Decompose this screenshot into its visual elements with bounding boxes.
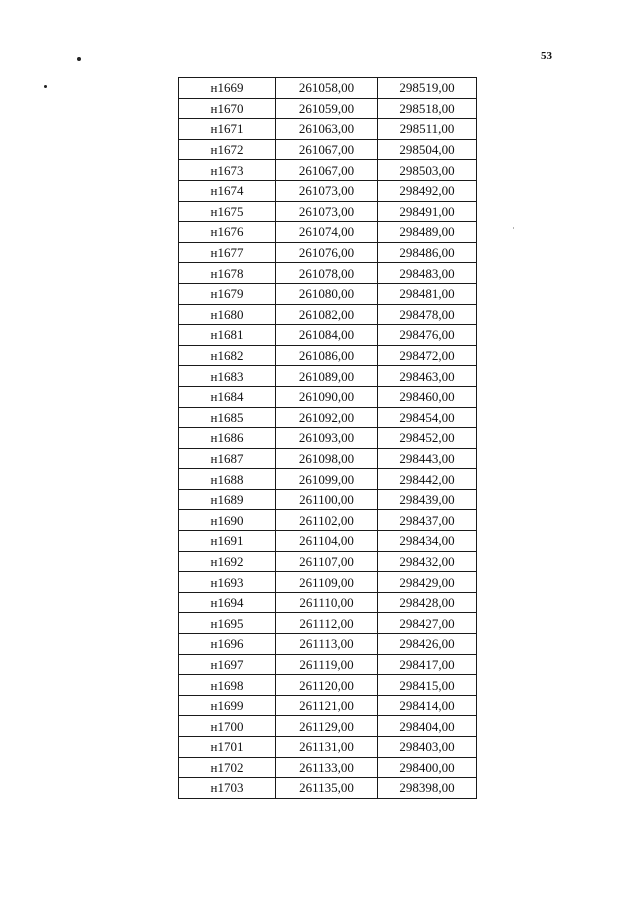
y-coordinate-cell: 298463,00 xyxy=(378,366,477,387)
table-row xyxy=(179,675,477,696)
point-id-cell: н1672 xyxy=(179,139,276,160)
y-coordinate-cell: 298478,00 xyxy=(378,304,477,325)
table-row xyxy=(179,592,477,613)
point-id-cell: н1671 xyxy=(179,119,276,140)
table-row xyxy=(179,757,477,778)
y-coordinate-cell: 298437,00 xyxy=(378,510,477,531)
y-coordinate-cell: 298442,00 xyxy=(378,469,477,490)
coordinates-table xyxy=(178,77,477,799)
point-id-cell: н1670 xyxy=(179,98,276,119)
x-coordinate-cell: 261067,00 xyxy=(276,139,378,160)
page-number: 53 xyxy=(541,50,552,62)
x-coordinate-cell: 261073,00 xyxy=(276,180,378,201)
point-id-cell: н1688 xyxy=(179,469,276,490)
y-coordinate-cell: 298404,00 xyxy=(378,716,477,737)
scan-speck xyxy=(513,227,514,229)
x-coordinate-cell: 261080,00 xyxy=(276,283,378,304)
y-coordinate-cell: 298489,00 xyxy=(378,222,477,243)
y-coordinate-cell: 298415,00 xyxy=(378,675,477,696)
point-id-cell: н1676 xyxy=(179,222,276,243)
table-row xyxy=(179,489,477,510)
table-row xyxy=(179,180,477,201)
x-coordinate-cell: 261076,00 xyxy=(276,242,378,263)
x-coordinate-cell: 261078,00 xyxy=(276,263,378,284)
y-coordinate-cell: 298426,00 xyxy=(378,634,477,655)
table-row xyxy=(179,366,477,387)
x-coordinate-cell: 261129,00 xyxy=(276,716,378,737)
table-row xyxy=(179,613,477,634)
point-id-cell: н1700 xyxy=(179,716,276,737)
point-id-cell: н1685 xyxy=(179,407,276,428)
y-coordinate-cell: 298503,00 xyxy=(378,160,477,181)
table-row xyxy=(179,345,477,366)
point-id-cell: н1698 xyxy=(179,675,276,696)
point-id-cell: н1689 xyxy=(179,489,276,510)
point-id-cell: н1694 xyxy=(179,592,276,613)
x-coordinate-cell: 261084,00 xyxy=(276,325,378,346)
point-id-cell: н1675 xyxy=(179,201,276,222)
point-id-cell: н1682 xyxy=(179,345,276,366)
x-coordinate-cell: 261058,00 xyxy=(276,78,378,99)
point-id-cell: н1701 xyxy=(179,737,276,758)
y-coordinate-cell: 298476,00 xyxy=(378,325,477,346)
x-coordinate-cell: 261099,00 xyxy=(276,469,378,490)
x-coordinate-cell: 261112,00 xyxy=(276,613,378,634)
y-coordinate-cell: 298486,00 xyxy=(378,242,477,263)
x-coordinate-cell: 261102,00 xyxy=(276,510,378,531)
x-coordinate-cell: 261113,00 xyxy=(276,634,378,655)
point-id-cell: н1697 xyxy=(179,654,276,675)
scan-speck xyxy=(77,57,81,61)
y-coordinate-cell: 298432,00 xyxy=(378,551,477,572)
x-coordinate-cell: 261098,00 xyxy=(276,448,378,469)
y-coordinate-cell: 298472,00 xyxy=(378,345,477,366)
point-id-cell: н1669 xyxy=(179,78,276,99)
table-row xyxy=(179,448,477,469)
table-row xyxy=(179,551,477,572)
point-id-cell: н1690 xyxy=(179,510,276,531)
table-row xyxy=(179,695,477,716)
y-coordinate-cell: 298439,00 xyxy=(378,489,477,510)
y-coordinate-cell: 298454,00 xyxy=(378,407,477,428)
x-coordinate-cell: 261133,00 xyxy=(276,757,378,778)
table-row xyxy=(179,531,477,552)
table-row xyxy=(179,469,477,490)
table-row xyxy=(179,386,477,407)
point-id-cell: н1673 xyxy=(179,160,276,181)
table-row xyxy=(179,78,477,99)
table-row xyxy=(179,201,477,222)
point-id-cell: н1683 xyxy=(179,366,276,387)
x-coordinate-cell: 261119,00 xyxy=(276,654,378,675)
y-coordinate-cell: 298443,00 xyxy=(378,448,477,469)
table-row xyxy=(179,119,477,140)
y-coordinate-cell: 298483,00 xyxy=(378,263,477,284)
x-coordinate-cell: 261100,00 xyxy=(276,489,378,510)
point-id-cell: н1681 xyxy=(179,325,276,346)
table-row xyxy=(179,242,477,263)
x-coordinate-cell: 261104,00 xyxy=(276,531,378,552)
point-id-cell: н1702 xyxy=(179,757,276,778)
table-row xyxy=(179,737,477,758)
y-coordinate-cell: 298398,00 xyxy=(378,778,477,799)
y-coordinate-cell: 298403,00 xyxy=(378,737,477,758)
x-coordinate-cell: 261086,00 xyxy=(276,345,378,366)
y-coordinate-cell: 298504,00 xyxy=(378,139,477,160)
point-id-cell: н1678 xyxy=(179,263,276,284)
table-row xyxy=(179,428,477,449)
table-row xyxy=(179,304,477,325)
table-row xyxy=(179,654,477,675)
table-row xyxy=(179,263,477,284)
x-coordinate-cell: 261074,00 xyxy=(276,222,378,243)
table-row xyxy=(179,325,477,346)
point-id-cell: н1680 xyxy=(179,304,276,325)
x-coordinate-cell: 261135,00 xyxy=(276,778,378,799)
x-coordinate-cell: 261121,00 xyxy=(276,695,378,716)
y-coordinate-cell: 298434,00 xyxy=(378,531,477,552)
scan-speck xyxy=(44,85,47,88)
x-coordinate-cell: 261092,00 xyxy=(276,407,378,428)
point-id-cell: н1684 xyxy=(179,386,276,407)
table-row xyxy=(179,510,477,531)
point-id-cell: н1679 xyxy=(179,283,276,304)
y-coordinate-cell: 298427,00 xyxy=(378,613,477,634)
y-coordinate-cell: 298491,00 xyxy=(378,201,477,222)
y-coordinate-cell: 298481,00 xyxy=(378,283,477,304)
table-row xyxy=(179,139,477,160)
y-coordinate-cell: 298428,00 xyxy=(378,592,477,613)
table-row xyxy=(179,716,477,737)
y-coordinate-cell: 298417,00 xyxy=(378,654,477,675)
x-coordinate-cell: 261090,00 xyxy=(276,386,378,407)
x-coordinate-cell: 261120,00 xyxy=(276,675,378,696)
x-coordinate-cell: 261082,00 xyxy=(276,304,378,325)
table-row xyxy=(179,283,477,304)
table-row xyxy=(179,778,477,799)
x-coordinate-cell: 261093,00 xyxy=(276,428,378,449)
y-coordinate-cell: 298511,00 xyxy=(378,119,477,140)
point-id-cell: н1695 xyxy=(179,613,276,634)
point-id-cell: н1691 xyxy=(179,531,276,552)
point-id-cell: н1687 xyxy=(179,448,276,469)
y-coordinate-cell: 298429,00 xyxy=(378,572,477,593)
x-coordinate-cell: 261089,00 xyxy=(276,366,378,387)
point-id-cell: н1703 xyxy=(179,778,276,799)
point-id-cell: н1693 xyxy=(179,572,276,593)
y-coordinate-cell: 298414,00 xyxy=(378,695,477,716)
table-row xyxy=(179,572,477,593)
y-coordinate-cell: 298519,00 xyxy=(378,78,477,99)
x-coordinate-cell: 261110,00 xyxy=(276,592,378,613)
table-row xyxy=(179,222,477,243)
x-coordinate-cell: 261107,00 xyxy=(276,551,378,572)
x-coordinate-cell: 261073,00 xyxy=(276,201,378,222)
table-row xyxy=(179,160,477,181)
point-id-cell: н1699 xyxy=(179,695,276,716)
x-coordinate-cell: 261063,00 xyxy=(276,119,378,140)
x-coordinate-cell: 261067,00 xyxy=(276,160,378,181)
table-row xyxy=(179,407,477,428)
y-coordinate-cell: 298518,00 xyxy=(378,98,477,119)
point-id-cell: н1692 xyxy=(179,551,276,572)
coordinates-table-body xyxy=(179,78,477,799)
x-coordinate-cell: 261109,00 xyxy=(276,572,378,593)
point-id-cell: н1696 xyxy=(179,634,276,655)
y-coordinate-cell: 298452,00 xyxy=(378,428,477,449)
y-coordinate-cell: 298400,00 xyxy=(378,757,477,778)
x-coordinate-cell: 261059,00 xyxy=(276,98,378,119)
point-id-cell: н1677 xyxy=(179,242,276,263)
y-coordinate-cell: 298492,00 xyxy=(378,180,477,201)
x-coordinate-cell: 261131,00 xyxy=(276,737,378,758)
table-row xyxy=(179,634,477,655)
y-coordinate-cell: 298460,00 xyxy=(378,386,477,407)
point-id-cell: н1686 xyxy=(179,428,276,449)
point-id-cell: н1674 xyxy=(179,180,276,201)
table-row xyxy=(179,98,477,119)
